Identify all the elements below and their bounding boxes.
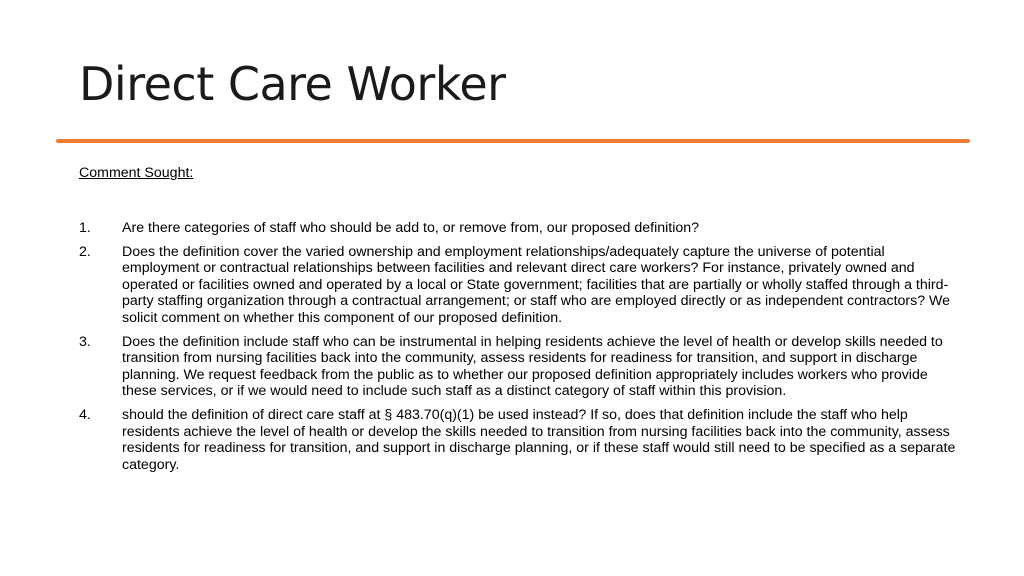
list-item-text: should the definition of direct care staff at § 483.70(q)(1) be used instead? If so, does that definition include the staff who help residents achieve the level of health or develop the skills needed to transition from nursing facilities back into the community, assess residents for readiness for transition, and support in discharge planning, or if these staff would still need to be specified as a separate category.	[122, 406, 956, 473]
list-item-text: Does the definition include staff who can be instrumental in helping residents achieve the level of health or develop skills needed to transition from nursing facilities back into the community, assess residents for readiness for transition, and support in discharge planning. We request feedback from the public as to whether our proposed definition appropriately includes workers who provide these services, or if we would need to include such staff as a distinct category of staff within this provision.	[122, 333, 943, 400]
comment-sought-heading: Comment Sought:	[79, 165, 194, 181]
slide-body	[79, 162, 959, 480]
list-item-text: Does the definition cover the varied ownership and employment relationships/adequately capture the universe of potential employment or contractual relationships between facilities and relevant direct care workers? For instance, privately owned and operated or facilities owned and operated by a local or State government; facilities that are partially or wholly staffed through a third-party staffing organization through a contractual arrangement; or staff who are employed directly or as independent contractors? We solicit comment on whether this component of our proposed definition.	[122, 243, 951, 326]
list-item-text: Are there categories of staff who should be add to, or remove from, our proposed definition?	[122, 220, 700, 236]
list-item-number: 2.	[79, 243, 91, 260]
list-item	[79, 220, 959, 237]
slide-title: Direct Care Worker	[79, 57, 506, 111]
list-item	[79, 244, 959, 327]
list-item-number: 4.	[79, 406, 91, 423]
list-item-number: 3.	[79, 333, 91, 350]
list-item-number: 1.	[79, 220, 91, 236]
title-divider	[56, 139, 970, 143]
list-item	[79, 334, 959, 400]
list-item	[79, 407, 959, 473]
comment-list	[79, 220, 959, 473]
